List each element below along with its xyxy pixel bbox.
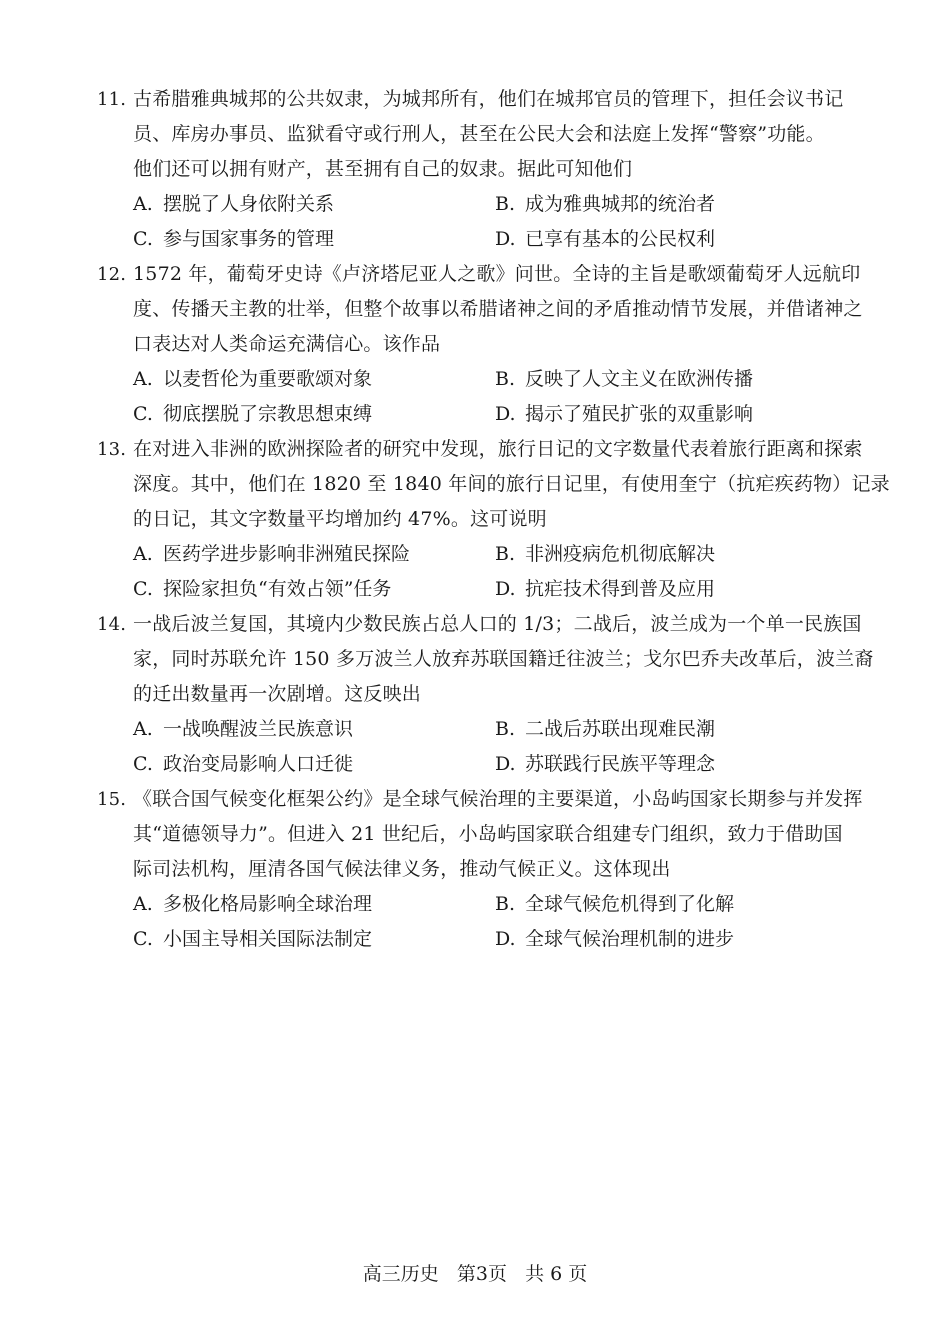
question-number: 11. bbox=[97, 89, 127, 110]
question-number: 12. bbox=[97, 264, 127, 285]
question-text-line: 度、传播天主教的壮举，但整个故事以希腊诸神之间的矛盾推动情节发展，并借诸神之 bbox=[133, 298, 863, 320]
question-text-line: 的迁出数量再一次剧增。这反映出 bbox=[133, 683, 422, 705]
option-d: D. 抗疟技术得到普及应用 bbox=[495, 578, 716, 600]
page-footer: 高三历史 第3页 共 6 页 bbox=[362, 1263, 588, 1285]
question-text-line: 口表达对人类命运充满信心。该作品 bbox=[133, 333, 441, 355]
option-b: B. 二战后苏联出现难民潮 bbox=[495, 718, 716, 740]
answer-options bbox=[97, 187, 857, 257]
option-a: A. 多极化格局影响全球治理 bbox=[133, 893, 373, 915]
question-text-line: 一战后波兰复国，其境内少数民族占总人口的 1/3；二战后，波兰成为一个单一民族国 bbox=[133, 613, 862, 635]
answer-options bbox=[97, 362, 857, 432]
option-c: C. 参与国家事务的管理 bbox=[133, 228, 335, 250]
question-text-line: 古希腊雅典城邦的公共奴隶，为城邦所有，他们在城邦官员的管理下，担任会议书记 bbox=[133, 88, 844, 110]
option-c: C. 彻底摆脱了宗教思想束缚 bbox=[133, 403, 373, 425]
question-text-line: 员、库房办事员、监狱看守或行刑人，甚至在公民大会和法庭上发挥“警察”功能。 bbox=[133, 123, 825, 145]
option-b: B. 全球气候危机得到了化解 bbox=[495, 893, 735, 915]
option-b: B. 成为雅典城邦的统治者 bbox=[495, 193, 716, 215]
option-b: B. 非洲疫病危机彻底解决 bbox=[495, 543, 716, 565]
option-d: D. 揭示了殖民扩张的双重影响 bbox=[495, 403, 754, 425]
question-number: 15. bbox=[97, 789, 127, 810]
question-number: 14. bbox=[97, 614, 127, 635]
option-d: D. 已享有基本的公民权利 bbox=[495, 228, 716, 250]
question-15 bbox=[97, 782, 863, 957]
answer-options bbox=[97, 537, 857, 607]
option-c: C. 小国主导相关国际法制定 bbox=[133, 928, 373, 950]
option-c: C. 政治变局影响人口迁徙 bbox=[133, 753, 354, 775]
option-a: A. 摆脱了人身依附关系 bbox=[133, 193, 335, 215]
question-text-line: 家，同时苏联允许 150 多万波兰人放弃苏联国籍迁往波兰；戈尔巴乔夫改革后，波兰裔 bbox=[133, 648, 874, 670]
question-text-line: 际司法机构，厘清各国气候法律义务，推动气候正义。这体现出 bbox=[133, 858, 671, 880]
question-12 bbox=[97, 257, 863, 432]
answer-options bbox=[97, 887, 857, 957]
question-11 bbox=[97, 82, 857, 257]
option-a: A. 以麦哲伦为重要歌颂对象 bbox=[133, 368, 373, 390]
question-14 bbox=[97, 607, 874, 782]
question-13 bbox=[97, 432, 890, 607]
question-text-line: 在对进入非洲的欧洲探险者的研究中发现，旅行日记的文字数量代表着旅行距离和探索 bbox=[133, 438, 863, 460]
exam-page-content bbox=[97, 82, 890, 957]
question-text-line: 他们还可以拥有财产，甚至拥有自己的奴隶。据此可知他们 bbox=[133, 158, 633, 180]
option-d: D. 苏联践行民族平等理念 bbox=[495, 753, 716, 775]
question-text-line: 其“道德领导力”。但进入 21 世纪后，小岛屿国家联合组建专门组织，致力于借助国 bbox=[133, 823, 843, 845]
question-text-line: 《联合国气候变化框架公约》是全球气候治理的主要渠道，小岛屿国家长期参与并发挥 bbox=[133, 788, 863, 810]
question-text-line: 1572 年，葡萄牙史诗《卢济塔尼亚人之歌》问世。全诗的主旨是歌颂葡萄牙人远航印 bbox=[133, 263, 861, 285]
option-c: C. 探险家担负“有效占领”任务 bbox=[133, 578, 392, 600]
question-number: 13. bbox=[97, 439, 127, 460]
option-a: A. 医药学进步影响非洲殖民探险 bbox=[133, 543, 411, 565]
question-text-line: 深度。其中，他们在 1820 至 1840 年间的旅行日记里，有使用奎宁（抗疟疾药物）记录 bbox=[133, 473, 890, 495]
answer-options bbox=[97, 712, 857, 782]
option-d: D. 全球气候治理机制的进步 bbox=[495, 928, 735, 950]
option-b: B. 反映了人文主义在欧洲传播 bbox=[495, 368, 754, 390]
question-text-line: 的日记，其文字数量平均增加约 47%。这可说明 bbox=[133, 508, 547, 530]
option-a: A. 一战唤醒波兰民族意识 bbox=[133, 718, 354, 740]
